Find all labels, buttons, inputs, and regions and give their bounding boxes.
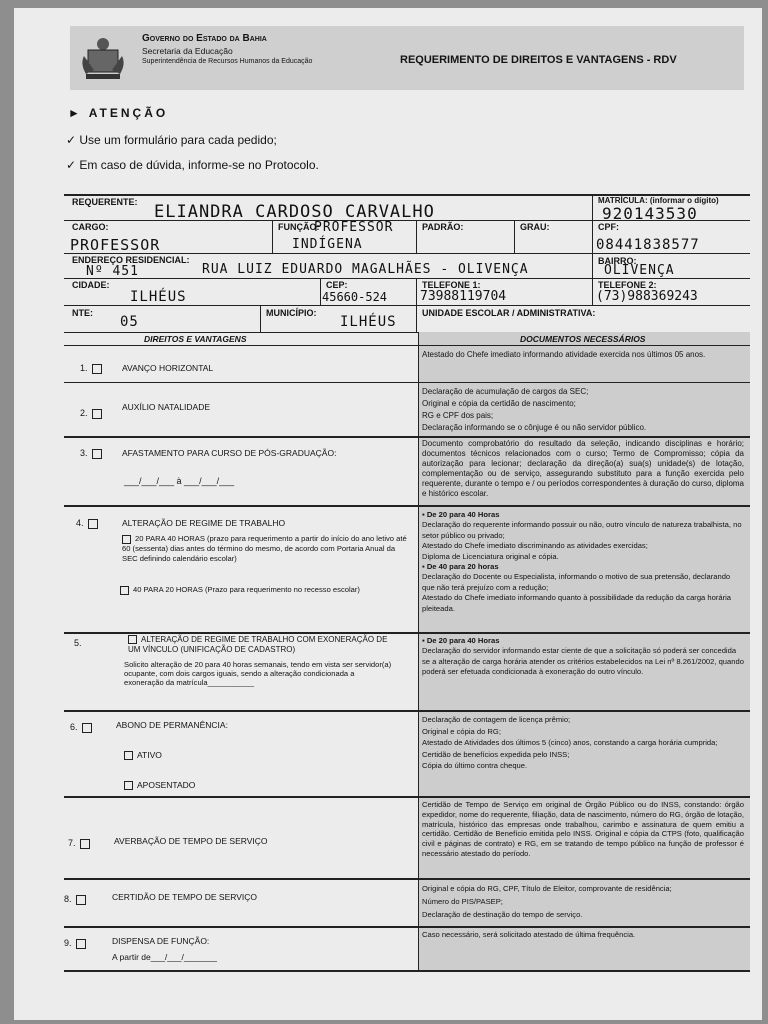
item4-title: ALTERAÇÃO DE REGIME DE TRABALHO bbox=[122, 518, 286, 528]
item6-docs: Declaração de contagem de licença prêmio; Original e cópia do RG; Atestado de Atividades dos últimos 5 (cinco) anos, constando a carga horária cumprida; Certidão de benefícios expedida pelo INSS; Cópia do último contra cheque. bbox=[422, 715, 718, 771]
municipio-value[interactable]: ILHÉUS bbox=[340, 314, 397, 330]
item7-title: AVERBAÇÃO DE TEMPO DE SERVIÇO bbox=[114, 836, 268, 846]
item3-number: 3. bbox=[80, 448, 102, 459]
item8-checkbox[interactable] bbox=[76, 895, 86, 905]
item4-docs: ▪ De 20 para 40 Horas Declaração do requerente informando possuir ou não, outro vínculo de natureza trabalhista, no setor público ou privado; Atestado do Chefe imediato discriminando as atividades exercidas; Diploma de Licenciatura original e cópia. ▪ De 40 para 20 horas Declaração do Docente ou Especialista, informando o motivo de sua pretensão, declarando que não terá prejuízo com a redução; Atestado do Chefe imediato informando quanto à possibilidade da redução da carga horária pleiteada. bbox=[422, 510, 742, 613]
form-page bbox=[14, 8, 762, 1020]
form-title: REQUERIMENTO DE DIREITOS E VANTAGENS - RDV bbox=[400, 54, 677, 66]
item7-docs: Certidão de Tempo de Serviço em original de Órgão Público ou do INSS, constando: órgão expedidor, nome do requerente, filiação, data de nascimento, número do RG, órgão de lotação, matrícula, histórico das empresas onde trabalhou, carimbo e assinatura de quem emitiu a certidão. Certidão de Benefício emitida pelo INSS. Original e cópia da CTPS (foto, qualificação civil e páginas de contrato) e RG, em se tratando de tempo público na função de professor é necessário atestado do período. bbox=[422, 800, 744, 858]
secretaria-name: Secretaria da Educação bbox=[142, 46, 233, 56]
funcao-value-2[interactable]: INDÍGENA bbox=[292, 237, 363, 252]
telefone1-value[interactable]: 73988119704 bbox=[420, 289, 507, 304]
item5-number: 5. bbox=[74, 638, 82, 648]
funcao-value-1[interactable]: PROFESSOR bbox=[314, 220, 394, 235]
cidade-label: CIDADE: bbox=[72, 280, 110, 290]
item6-option-ativo: ATIVO bbox=[124, 750, 162, 760]
item8-title: CERTIDÃO DE TEMPO DE SERVIÇO bbox=[112, 892, 258, 902]
telefone2-label: TELEFONE 2: bbox=[598, 280, 657, 290]
matricula-value[interactable]: 920143530 bbox=[602, 204, 698, 223]
funcao-label: FUNÇÃO: bbox=[278, 222, 320, 232]
item4-option-20-40-checkbox[interactable] bbox=[122, 535, 131, 544]
item8-docs: Original e cópia do RG, CPF, Título de Eleitor, comprovante de residência; Número do PIS/PASEP; Declaração de destinação do tempo de serviço. bbox=[422, 884, 672, 919]
endereco-number[interactable]: Nº 451 bbox=[86, 264, 139, 279]
item4-checkbox[interactable] bbox=[88, 519, 98, 529]
item4-number: 4. bbox=[76, 518, 98, 529]
item1-checkbox[interactable] bbox=[92, 364, 102, 374]
item6-option-aposentado: APOSENTADO bbox=[124, 780, 195, 790]
telefone2-value[interactable]: (73)988369243 bbox=[596, 289, 698, 304]
item1-number: 1. bbox=[80, 363, 102, 374]
cidade-value[interactable]: ILHÉUS bbox=[130, 289, 187, 305]
item6-ativo-checkbox[interactable] bbox=[124, 751, 133, 760]
check-icon: ✓ bbox=[66, 133, 80, 147]
item2-title: AUXÍLIO NATALIDADE bbox=[122, 402, 211, 412]
play-arrow-icon: ► bbox=[68, 106, 89, 120]
rights-column-header: DIREITOS E VANTAGENS bbox=[144, 334, 247, 344]
item4-option-40-20: 40 PARA 20 HORAS (Prazo para requerimento no recesso escolar) bbox=[120, 585, 412, 595]
item1-title: AVANÇO HORIZONTAL bbox=[122, 363, 214, 373]
item6-checkbox[interactable] bbox=[82, 723, 92, 733]
attention-item-2: ✓ Em caso de dúvida, informe-se no Protocolo. bbox=[66, 158, 319, 172]
grau-label: GRAU: bbox=[520, 222, 550, 232]
item8-number: 8. bbox=[64, 894, 86, 905]
bairro-label: BAIRRO: bbox=[598, 256, 637, 266]
nte-value[interactable]: 05 bbox=[120, 314, 139, 330]
item4-option-40-20-checkbox[interactable] bbox=[120, 586, 129, 595]
item5-title: ALTERAÇÃO DE REGIME DE TRABALHO COM EXONERAÇÃO DE UM VÍNCULO (UNIFICAÇÃO DE CADASTRO) bbox=[128, 635, 388, 654]
check-icon: ✓ bbox=[66, 158, 80, 172]
item5-text: Solicito alteração de 20 para 40 horas semanais, tendo em vista ser servidor(a) ocupante, com dois cargos iguais, sendo a alteração condicionada a exoneração da matrícula___________ bbox=[124, 660, 392, 687]
municipio-label: MUNICÍPIO: bbox=[266, 308, 317, 318]
item7-number: 7. bbox=[68, 838, 90, 849]
cpf-value[interactable]: 08441838577 bbox=[596, 237, 700, 253]
attention-item-1: ✓ Use um formulário para cada pedido; bbox=[66, 133, 277, 147]
item6-aposentado-checkbox[interactable] bbox=[124, 781, 133, 790]
item5-checkbox[interactable] bbox=[128, 635, 137, 644]
item4-option-20-40: 20 PARA 40 HORAS (prazo para requerimento a partir do início do ano letivo até 60 (sessenta) dias antes do término do mesmo, de acordo com Portaria Anual da SEC definindo calendário escolar) bbox=[122, 534, 407, 563]
requerente-label: REQUERENTE: bbox=[72, 197, 138, 207]
item2-docs: Declaração de acumulação de cargos da SEC; Original e cópia da certidão de nascimento; RG e CPF dos pais; Declaração informando se o cônjuge é ou não servidor público. bbox=[422, 387, 647, 432]
item9-start-date[interactable]: A partir de___/___/_______ bbox=[112, 952, 217, 962]
matricula-label: MATRÍCULA: (informar o dígito) bbox=[598, 196, 719, 205]
cep-value[interactable]: 45660-524 bbox=[322, 290, 388, 304]
state-coat-of-arms bbox=[80, 34, 126, 82]
item9-title: DISPENSA DE FUNÇÃO: bbox=[112, 936, 210, 946]
cep-label: CEP: bbox=[326, 280, 348, 290]
bairro-value[interactable]: OLIVENÇA bbox=[604, 263, 675, 278]
item3-title: AFASTAMENTO PARA CURSO DE PÓS-GRADUAÇÃO: bbox=[122, 448, 337, 458]
item9-docs: Caso necessário, será solicitado atestado de última frequência. bbox=[422, 930, 636, 939]
item9-checkbox[interactable] bbox=[76, 939, 86, 949]
item7-checkbox[interactable] bbox=[80, 839, 90, 849]
telefone1-label: TELEFONE 1: bbox=[422, 280, 481, 290]
padrao-label: PADRÃO: bbox=[422, 222, 464, 232]
item6-title: ABONO DE PERMANÊNCIA: bbox=[116, 720, 228, 730]
requerente-value[interactable]: ELIANDRA CARDOSO CARVALHO bbox=[154, 202, 435, 222]
endereco-label: ENDEREÇO RESIDENCIAL: bbox=[72, 255, 190, 265]
item2-checkbox[interactable] bbox=[92, 409, 102, 419]
cargo-label: CARGO: bbox=[72, 222, 109, 232]
unidade-label: UNIDADE ESCOLAR / ADMINISTRATIVA: bbox=[422, 308, 596, 318]
item3-docs: Documento comprobatório do resultado da seleção, indicando disciplinas e horário; documentos técnicos relacionados com o curso; Termo de Compromisso; cópia da autorização para lecionar; declaração da direção(a) sua(s) unidade(s) de lotação, complementação ou de serviço, assegurando substituto para a função exercida pelo requerente, durante o tempo e / ou períodos correspondentes à duração do curso, diploma e histórico escolar. bbox=[422, 439, 744, 498]
item3-date-range[interactable]: ___/___/___ à ___/___/___ bbox=[124, 476, 235, 486]
item1-docs: Atestado do Chefe imediato informando atividade exercida nos últimos 05 anos. bbox=[422, 350, 706, 359]
item5-docs: ▪ De 20 para 40 Horas Declaração do servidor informando estar ciente de que a solicitação só poderá ser concedida se a alteração de carga horária atender os critérios estabelecidos na Lei nº 8.261/2002, quando poderá ser efetuada condicionada à exoneração do outro vínculo. bbox=[422, 636, 744, 677]
item2-number: 2. bbox=[80, 408, 102, 419]
attention-title: ► ATENÇÃO bbox=[68, 106, 169, 120]
item9-number: 9. bbox=[64, 938, 86, 949]
documents-column-header: DOCUMENTOS NECESSÁRIOS bbox=[520, 334, 646, 344]
cargo-value[interactable]: PROFESSOR bbox=[70, 236, 161, 254]
item3-checkbox[interactable] bbox=[92, 449, 102, 459]
cpf-label: CPF: bbox=[598, 222, 619, 232]
nte-label: NTE: bbox=[72, 308, 93, 318]
endereco-value[interactable]: RUA LUIZ EDUARDO MAGALHÃES - OLIVENÇA bbox=[202, 262, 529, 277]
superintendencia-name: Superintendência de Recursos Humanos da Educação bbox=[142, 58, 313, 65]
government-name: Governo do Estado da Bahia bbox=[142, 33, 267, 44]
item6-number: 6. bbox=[70, 722, 92, 733]
